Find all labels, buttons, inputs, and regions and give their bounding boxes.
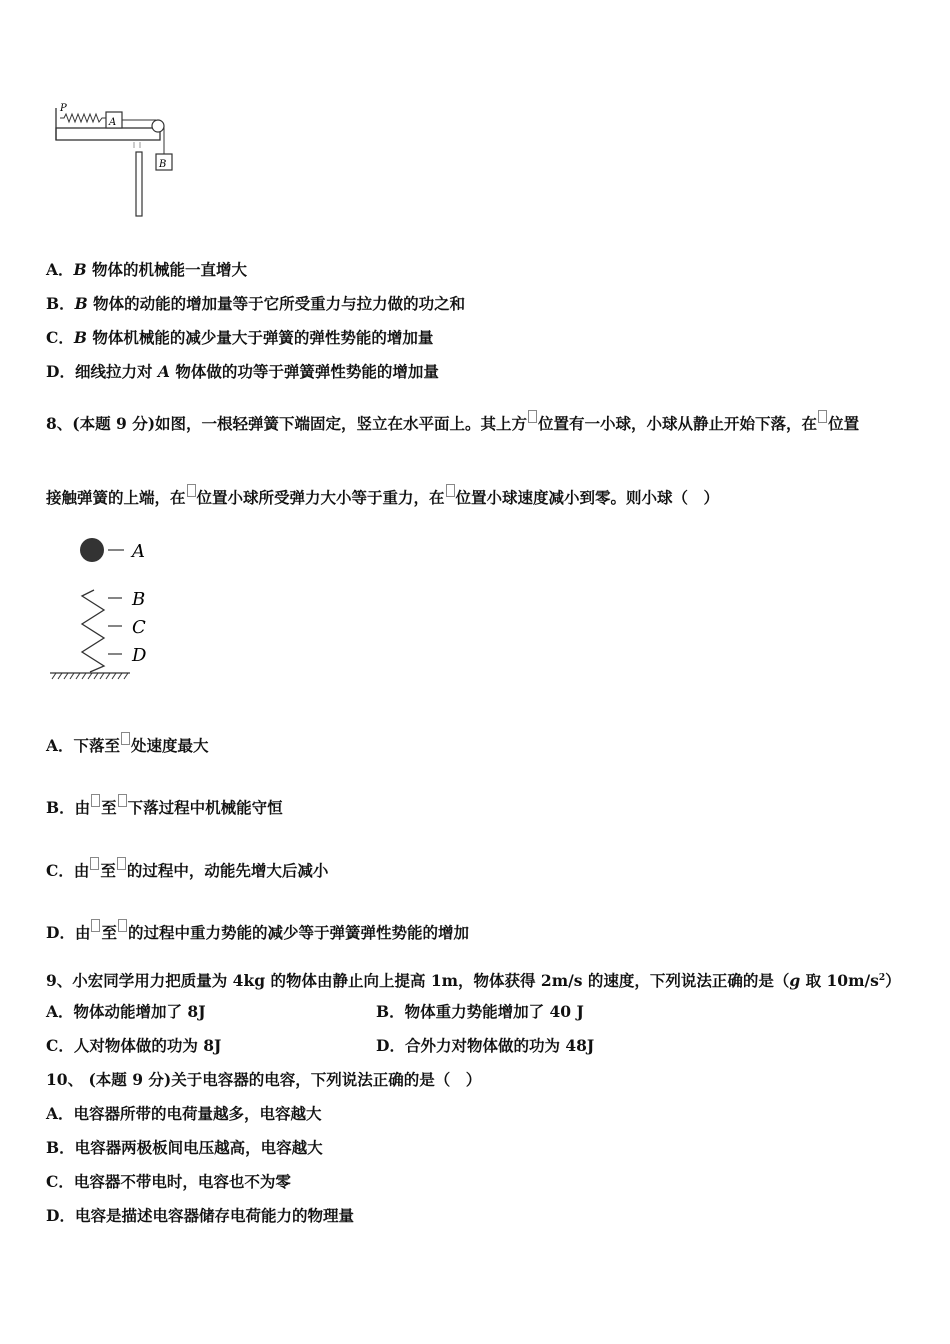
q9-option-a[interactable]: A．物体动能增加了 8J xyxy=(46,1002,206,1021)
q8-stem-line1: 8、(本题 9 分)如图，一根轻弹簧下端固定，竖立在水平面上。其上方 位置有一小球，小球从静止开始下落，在 位置 xyxy=(46,410,859,434)
label-a: A xyxy=(109,117,117,128)
q10-stem: 10、 (本题 9 分)关于电容器的电容，下列说法正确的是（ ） xyxy=(46,1070,482,1089)
label-p: P xyxy=(60,103,67,114)
q9-option-b[interactable]: B．物体重力势能增加了 40 J xyxy=(376,1002,584,1021)
label-c: C xyxy=(132,617,146,638)
q10-option-d[interactable]: D．电容是描述电容器储存电荷能力的物理量 xyxy=(46,1206,354,1225)
q10-option-a[interactable]: A．电容器所带的电荷量越多，电容越大 xyxy=(46,1104,322,1123)
label-b: B xyxy=(159,159,167,170)
label-b: B xyxy=(132,589,146,610)
figure-ball-spring xyxy=(46,530,166,690)
q7-option-a[interactable]: A．B 物体的机械能一直增大 xyxy=(46,260,248,279)
q10-option-c[interactable]: C．电容器不带电时，电容也不为零 xyxy=(46,1172,291,1191)
label-d: D xyxy=(132,645,147,666)
figure-spring-pulley xyxy=(50,100,180,220)
label-a: A xyxy=(132,541,145,562)
ball xyxy=(80,538,104,562)
q9-option-d[interactable]: D．合外力对物体做的功为 48J xyxy=(376,1036,595,1055)
q8-option-b[interactable]: B．由 至 下落过程中机械能守恒 xyxy=(46,794,283,818)
q7-option-d[interactable]: D．细线拉力对 A 物体做的功等于弹簧弹性势能的增加量 xyxy=(46,362,439,381)
q7-option-c[interactable]: C．B 物体机械能的减少量大于弹簧的弹性势能的增加量 xyxy=(46,328,434,347)
q8-option-c[interactable]: C．由 至 的过程中，动能先增大后减小 xyxy=(46,857,328,881)
q8-stem-line2: 接触弹簧的上端，在 位置小球所受弹力大小等于重力，在 位置小球速度减小到零。则小球（ ） xyxy=(46,484,719,508)
q10-option-b[interactable]: B．电容器两极板间电压越高，电容越大 xyxy=(46,1138,323,1157)
q8-option-d[interactable]: D．由 至 的过程中重力势能的减少等于弹簧弹性势能的增加 xyxy=(46,919,469,943)
q7-option-b[interactable]: B．B 物体的动能的增加量等于它所受重力与拉力做的功之和 xyxy=(46,294,466,313)
q9-option-c[interactable]: C．人对物体做的功为 8J xyxy=(46,1036,222,1055)
q9-stem: 9、小宏同学用力把质量为 4kg 的物体由静止向上提高 1m，物体获得 2m/s 的速度，下列说法正确的是（g 取 $10m/s^2$） xyxy=(46,971,901,991)
q8-option-a[interactable]: A．下落至 处速度最大 xyxy=(46,732,209,756)
